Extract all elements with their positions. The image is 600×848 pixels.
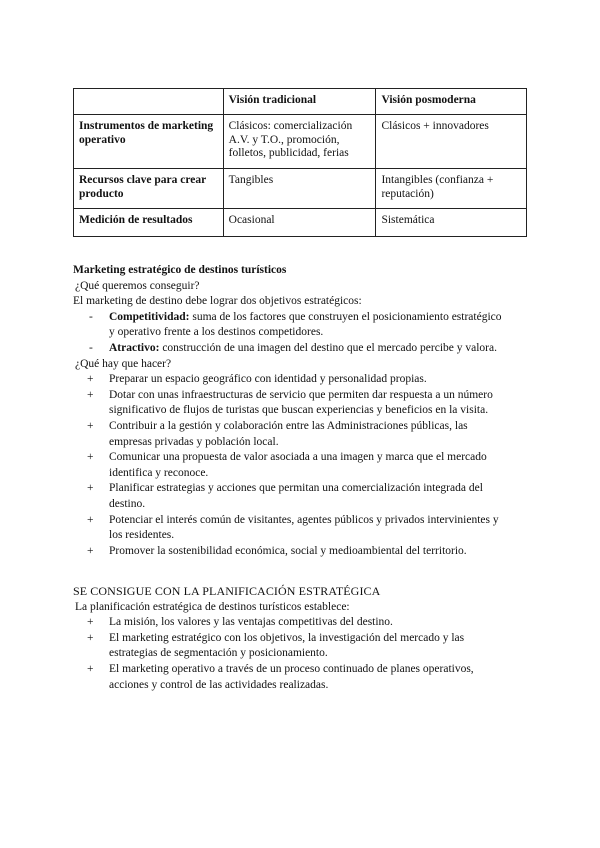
list-item <box>73 662 533 693</box>
table-cell-traditional: Ocasional <box>223 209 376 237</box>
objective-text: y operativo frente a los destinos competidores. <box>109 326 324 339</box>
list-item <box>73 544 533 560</box>
action-text: los residentes. <box>109 529 175 542</box>
list-item <box>73 419 533 450</box>
section-heading: SE CONSIGUE CON LA PLANIFICACIÓN ESTRATÉGICA <box>73 584 381 598</box>
plus-marker: + <box>87 513 94 526</box>
action-text: Planificar estrategias y acciones que permitan una comercialización integrada del <box>109 482 483 495</box>
list-item <box>73 310 533 341</box>
objective-text: construcción de una imagen del destino que el mercado percibe y valora. <box>162 341 497 354</box>
action-text: Comunicar una propuesta de valor asociada a una imagen y marca que el mercado <box>109 451 487 464</box>
table-header-empty <box>74 89 224 115</box>
table-header-postmodern: Visión posmoderna <box>376 89 527 115</box>
action-text: Dotar con unas infraestructuras de servicio que permiten dar respuesta a un número <box>109 388 493 401</box>
strategic-marketing-section <box>73 263 533 559</box>
list-item <box>73 388 533 419</box>
action-text: Contribuir a la gestión y colaboración entre las Administraciones públicas, las <box>109 419 468 432</box>
table-row-label: Recursos clave para crear producto <box>74 169 224 209</box>
action-text: Potenciar el interés común de visitantes, agentes públicos y privados intervinientes y <box>109 513 499 526</box>
planning-intro: La planificación estratégica de destinos turísticos establece: <box>75 600 350 613</box>
table-header-row <box>74 89 527 115</box>
planning-text: El marketing estratégico con los objetivos, la investigación del mercado y las <box>109 631 465 644</box>
question-actions: ¿Qué hay que hacer? <box>75 357 172 370</box>
table-cell-postmodern: Clásicos + innovadores <box>376 115 527 169</box>
plus-marker: + <box>87 662 94 675</box>
comparison-table <box>73 88 527 237</box>
list-item <box>73 513 533 544</box>
strategic-planning-section <box>73 584 533 693</box>
action-text: significativo de flujos de turistas que buscan experiencias y beneficios en la visita. <box>109 404 489 417</box>
plus-marker: + <box>87 616 94 629</box>
planning-text: estrategias de segmentación y posicionamiento. <box>109 647 328 660</box>
table-row <box>74 209 527 237</box>
planning-text: El marketing operativo a través de un proceso continuado de planes operativos, <box>109 662 474 675</box>
action-text: empresas privadas y población local. <box>109 435 279 448</box>
question-goal: ¿Qué queremos conseguir? <box>75 279 200 292</box>
plus-marker: + <box>87 373 94 386</box>
action-text: identifica y reconoce. <box>109 466 209 479</box>
table-row <box>74 115 527 169</box>
planning-text: La misión, los valores y las ventajas competitivas del destino. <box>109 616 393 629</box>
list-item <box>73 341 533 357</box>
plus-marker: + <box>87 419 94 432</box>
section-title: Marketing estratégico de destinos turísticos <box>73 264 287 276</box>
action-text: Promover la sostenibilidad económica, social y medioambiental del territorio. <box>109 544 467 557</box>
plus-marker: + <box>87 631 94 644</box>
table-row-label: Instrumentos de marketing operativo <box>74 115 224 169</box>
plus-marker: + <box>87 451 94 464</box>
list-item <box>73 481 533 512</box>
table-row-label: Medición de resultados <box>74 209 224 237</box>
list-item <box>73 450 533 481</box>
objective-text: suma de los factores que construyen el posicionamiento estratégico <box>192 310 502 323</box>
table-cell-postmodern: Intangibles (confianza + reputación) <box>376 169 527 209</box>
table-header-traditional: Visión tradicional <box>223 89 376 115</box>
objectives-intro: El marketing de destino debe lograr dos objetivos estratégicos: <box>73 295 362 308</box>
plus-marker: + <box>87 544 94 557</box>
table-row <box>74 169 527 209</box>
table-cell-traditional: Tangibles <box>223 169 376 209</box>
plus-marker: + <box>87 482 94 495</box>
table-cell-postmodern: Sistemática <box>376 209 527 237</box>
table-cell-traditional: Clásicos: comercialización A.V. y T.O., promoción, folletos, publicidad, ferias <box>223 115 376 169</box>
dash-marker: - <box>89 310 93 323</box>
action-text: destino. <box>109 497 146 510</box>
plus-marker: + <box>87 388 94 401</box>
dash-marker: - <box>89 341 93 354</box>
action-text: Preparar un espacio geográfico con identidad y personalidad propias. <box>109 373 427 386</box>
objective-term: Atractivo: <box>109 341 160 354</box>
list-item <box>73 615 533 631</box>
list-item <box>73 372 533 388</box>
list-item <box>73 631 533 662</box>
objective-term: Competitividad: <box>109 310 190 323</box>
planning-text: acciones y control de las actividades realizadas. <box>109 678 329 691</box>
